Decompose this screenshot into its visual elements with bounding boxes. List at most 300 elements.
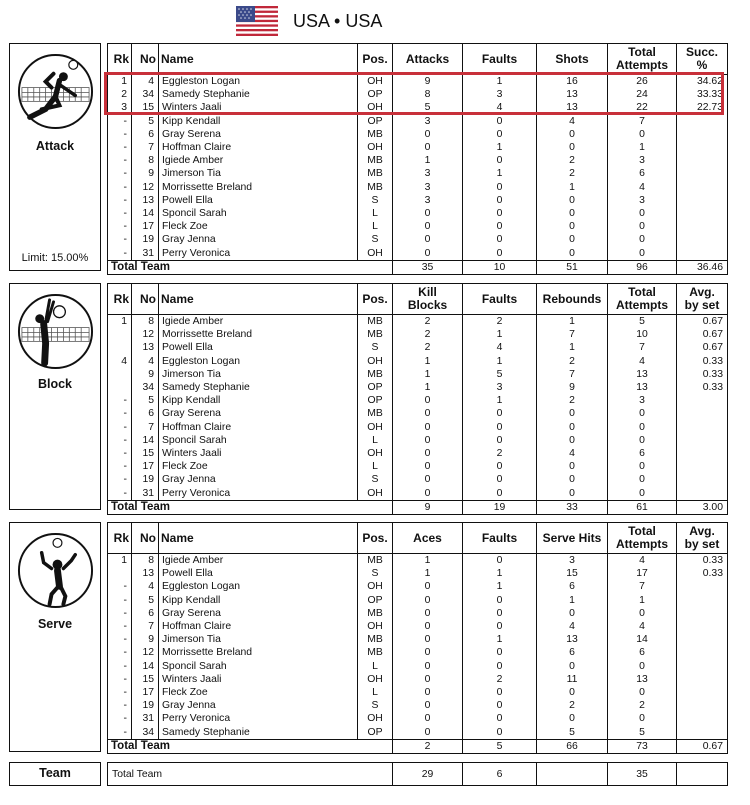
row-rate <box>677 181 728 194</box>
row-number: 13 <box>132 567 159 580</box>
row-number: 5 <box>132 594 159 607</box>
row-rank <box>108 341 132 354</box>
row-position: L <box>358 686 393 699</box>
row-stat-c: 0 <box>537 220 608 233</box>
row-stat-a: 1 <box>393 381 463 394</box>
row-name: Samedy Stephanie <box>159 381 358 394</box>
row-stat-a: 3 <box>393 115 463 128</box>
row-stat-c: 15 <box>537 567 608 580</box>
row-position: MB <box>358 315 393 329</box>
row-number: 31 <box>132 486 159 500</box>
row-rate <box>677 620 728 633</box>
block-category-box <box>9 283 101 510</box>
row-rank: - <box>123 142 127 154</box>
row-stat-c: 6 <box>537 580 608 593</box>
row-name: Hoffman Claire <box>159 421 358 434</box>
row-rank: - <box>123 461 127 473</box>
row-total-attempts: 0 <box>608 473 677 486</box>
row-rate: 0.67 <box>677 315 728 329</box>
block-player-row <box>108 368 728 381</box>
row-rank <box>108 381 132 394</box>
row-stat-b: 0 <box>463 128 537 141</box>
row-position: OH <box>358 141 393 154</box>
row-number: 6 <box>132 607 159 620</box>
block-player-row <box>108 434 728 447</box>
row-rate <box>677 607 728 620</box>
col-kill-line2: Blocks <box>407 298 448 312</box>
row-total-attempts: 0 <box>608 660 677 673</box>
row-number: 8 <box>132 315 159 329</box>
row-stat-b: 0 <box>463 181 537 194</box>
row-name: Igiede Amber <box>159 554 358 568</box>
total-team-label: Total Team <box>108 739 393 753</box>
row-rank: - <box>123 686 127 698</box>
col-pos: Pos. <box>358 44 393 75</box>
row-name: Jimerson Tia <box>159 633 358 646</box>
col-total-line2: Attempts <box>615 298 668 312</box>
col-rebounds: Rebounds <box>537 284 608 315</box>
col-faults: Faults <box>463 523 537 554</box>
row-rate <box>677 194 728 207</box>
row-total-attempts: 6 <box>608 167 677 180</box>
row-stat-a: 0 <box>393 233 463 246</box>
row-stat-c: 6 <box>537 646 608 659</box>
row-stat-a: 0 <box>393 673 463 686</box>
row-stat-b: 1 <box>463 567 537 580</box>
row-rate <box>677 660 728 673</box>
row-rate <box>677 421 728 434</box>
row-number: 17 <box>132 220 159 233</box>
team-total-a: 29 <box>393 763 463 786</box>
row-stat-a: 0 <box>393 699 463 712</box>
row-stat-b: 0 <box>463 607 537 620</box>
row-stat-c: 2 <box>537 699 608 712</box>
row-position: MB <box>358 633 393 646</box>
row-total-attempts: 7 <box>608 341 677 354</box>
row-number: 15 <box>132 101 159 114</box>
serve-total-row <box>108 739 728 753</box>
col-no: No <box>132 523 159 554</box>
row-position: OH <box>358 75 393 89</box>
col-avg-by-set <box>677 284 728 315</box>
row-stat-a: 0 <box>393 725 463 739</box>
attack-player-row <box>108 128 728 141</box>
row-number: 5 <box>132 115 159 128</box>
block-player-row <box>108 381 728 394</box>
row-rate <box>677 580 728 593</box>
row-stat-a: 0 <box>393 207 463 220</box>
row-stat-a: 1 <box>393 355 463 368</box>
row-number: 34 <box>132 88 159 101</box>
team-total-t: 35 <box>608 763 677 786</box>
row-position: MB <box>358 154 393 167</box>
total-t: 61 <box>608 500 677 514</box>
col-kill-line1: Kill <box>418 285 437 299</box>
row-name: Powell Ella <box>159 341 358 354</box>
row-rank: - <box>123 434 127 446</box>
row-stat-c: 0 <box>537 686 608 699</box>
team-total-row <box>108 763 728 786</box>
block-player-row <box>108 341 728 354</box>
row-total-attempts: 0 <box>608 421 677 434</box>
row-stat-c: 13 <box>537 633 608 646</box>
row-stat-c: 0 <box>537 460 608 473</box>
row-stat-a: 0 <box>393 421 463 434</box>
total-team-label: Total Team <box>108 260 393 274</box>
row-rate <box>677 167 728 180</box>
col-pos: Pos. <box>358 284 393 315</box>
row-stat-a: 0 <box>393 407 463 420</box>
row-number: 19 <box>132 233 159 246</box>
row-rate: 0.33 <box>677 381 728 394</box>
row-total-attempts: 7 <box>608 115 677 128</box>
row-name: Igiede Amber <box>159 154 358 167</box>
row-name: Hoffman Claire <box>159 620 358 633</box>
row-stat-b: 0 <box>463 460 537 473</box>
row-name: Winters Jaali <box>159 447 358 460</box>
row-stat-c: 2 <box>537 394 608 407</box>
row-total-attempts: 1 <box>608 594 677 607</box>
row-rate: 33.33 <box>677 88 728 101</box>
row-stat-b: 0 <box>463 712 537 725</box>
row-name: Morrissette Breland <box>159 181 358 194</box>
row-rate <box>677 646 728 659</box>
row-stat-c: 4 <box>537 115 608 128</box>
col-avg-line1: Avg. <box>689 524 715 538</box>
col-avg-line2: by set <box>684 537 720 551</box>
row-position: S <box>358 233 393 246</box>
row-rank: - <box>123 128 127 140</box>
row-stat-c: 4 <box>537 447 608 460</box>
row-stat-a: 0 <box>393 447 463 460</box>
row-rate <box>677 407 728 420</box>
attack-player-row <box>108 181 728 194</box>
row-stat-b: 1 <box>463 167 537 180</box>
row-number: 7 <box>132 421 159 434</box>
col-succ <box>677 44 728 75</box>
row-rate <box>677 460 728 473</box>
row-position: OH <box>358 712 393 725</box>
row-stat-a: 0 <box>393 473 463 486</box>
block-player-row <box>108 407 728 420</box>
row-position: MB <box>358 554 393 568</box>
row-total-attempts: 14 <box>608 633 677 646</box>
row-name: Fleck Zoe <box>159 460 358 473</box>
row-name: Fleck Zoe <box>159 220 358 233</box>
block-player-row <box>108 473 728 486</box>
row-rank: - <box>123 581 127 593</box>
block-player-row <box>108 355 728 368</box>
row-rate <box>677 447 728 460</box>
row-stat-a: 0 <box>393 460 463 473</box>
attack-rows <box>108 75 728 275</box>
row-stat-b: 1 <box>463 633 537 646</box>
serve-player-row <box>108 699 728 712</box>
row-rate: 0.67 <box>677 341 728 354</box>
volleyball-serve-icon <box>16 531 95 610</box>
block-header-row <box>108 284 728 315</box>
serve-player-row <box>108 712 728 725</box>
row-rate <box>677 486 728 500</box>
row-total-attempts: 4 <box>608 181 677 194</box>
row-number: 4 <box>132 75 159 89</box>
block-label: Block <box>37 377 73 391</box>
row-stat-a: 0 <box>393 712 463 725</box>
row-stat-a: 1 <box>393 368 463 381</box>
serve-rows <box>108 554 728 754</box>
row-total-attempts: 10 <box>608 328 677 341</box>
row-name: Samedy Stephanie <box>159 88 358 101</box>
row-rank: - <box>123 726 127 738</box>
row-number: 4 <box>132 580 159 593</box>
total-b: 10 <box>463 260 537 274</box>
row-stat-c: 0 <box>537 421 608 434</box>
row-stat-c: 9 <box>537 381 608 394</box>
row-stat-c: 0 <box>537 473 608 486</box>
col-total-attempts <box>608 523 677 554</box>
col-faults: Faults <box>463 44 537 75</box>
total-s: 3.00 <box>677 500 728 514</box>
block-total-row <box>108 500 728 514</box>
attack-player-row <box>108 115 728 128</box>
row-stat-a: 0 <box>393 580 463 593</box>
row-rank: - <box>123 421 127 433</box>
row-stat-b: 2 <box>463 673 537 686</box>
row-rate <box>677 207 728 220</box>
attack-player-row <box>108 246 728 260</box>
row-rate <box>677 394 728 407</box>
row-name: Gray Jenna <box>159 233 358 246</box>
row-position: MB <box>358 128 393 141</box>
row-rank: - <box>123 700 127 712</box>
col-serve-hits: Serve Hits <box>537 523 608 554</box>
row-number: 17 <box>132 686 159 699</box>
row-position: OP <box>358 394 393 407</box>
block-table <box>107 283 728 515</box>
row-stat-a: 0 <box>393 220 463 233</box>
row-name: Gray Serena <box>159 607 358 620</box>
col-total-line1: Total <box>628 524 656 538</box>
team-label: Team <box>39 766 71 780</box>
row-rank <box>108 328 132 341</box>
row-total-attempts: 22 <box>608 101 677 114</box>
row-position: MB <box>358 607 393 620</box>
serve-label: Serve <box>37 617 73 631</box>
row-rate: 0.67 <box>677 328 728 341</box>
row-stat-c: 2 <box>537 167 608 180</box>
team-category-box <box>9 762 101 786</box>
serve-player-row <box>108 607 728 620</box>
row-rate <box>677 154 728 167</box>
row-stat-c: 7 <box>537 328 608 341</box>
team-total-label: Total Team <box>112 768 163 780</box>
block-player-row <box>108 460 728 473</box>
serve-player-row <box>108 580 728 593</box>
row-total-attempts: 13 <box>608 673 677 686</box>
row-position: OH <box>358 246 393 260</box>
attack-player-row <box>108 194 728 207</box>
row-rate: 34.62 <box>677 75 728 89</box>
row-total-attempts: 0 <box>608 607 677 620</box>
row-position: OP <box>358 594 393 607</box>
row-number: 14 <box>132 434 159 447</box>
team-total-c <box>537 763 608 786</box>
attack-player-row <box>108 233 728 246</box>
row-number: 7 <box>132 620 159 633</box>
row-position: S <box>358 567 393 580</box>
row-stat-c: 0 <box>537 233 608 246</box>
total-t: 96 <box>608 260 677 274</box>
total-a: 35 <box>393 260 463 274</box>
row-stat-c: 11 <box>537 673 608 686</box>
serve-player-row <box>108 725 728 739</box>
row-rank: - <box>123 673 127 685</box>
row-rank: - <box>123 487 127 499</box>
row-total-attempts: 0 <box>608 233 677 246</box>
row-stat-a: 1 <box>393 554 463 568</box>
row-name: Powell Ella <box>159 194 358 207</box>
row-total-attempts: 0 <box>608 207 677 220</box>
row-stat-c: 0 <box>537 141 608 154</box>
row-rate <box>677 434 728 447</box>
block-player-row <box>108 315 728 329</box>
attack-limit: Limit: 15.00% <box>21 252 89 264</box>
row-rank: - <box>123 634 127 646</box>
row-stat-a: 0 <box>393 620 463 633</box>
row-stat-c: 0 <box>537 246 608 260</box>
attack-player-row <box>108 141 728 154</box>
row-name: Gray Jenna <box>159 699 358 712</box>
row-stat-b: 0 <box>463 407 537 420</box>
row-rank: - <box>123 181 127 193</box>
row-stat-c: 0 <box>537 660 608 673</box>
block-player-row <box>108 447 728 460</box>
total-b: 19 <box>463 500 537 514</box>
row-rank: - <box>123 713 127 725</box>
row-rank: - <box>123 474 127 486</box>
row-stat-b: 2 <box>463 315 537 329</box>
row-stat-a: 0 <box>393 128 463 141</box>
total-team-label: Total Team <box>108 500 393 514</box>
row-stat-b: 1 <box>463 394 537 407</box>
total-c: 33 <box>537 500 608 514</box>
row-position: MB <box>358 407 393 420</box>
col-no: No <box>132 284 159 315</box>
row-stat-a: 0 <box>393 607 463 620</box>
total-c: 51 <box>537 260 608 274</box>
serve-player-row <box>108 686 728 699</box>
row-stat-c: 1 <box>537 594 608 607</box>
row-total-attempts: 5 <box>608 315 677 329</box>
row-stat-c: 0 <box>537 207 608 220</box>
volleyball-attack-icon <box>16 52 95 131</box>
col-total-line2: Attempts <box>615 58 668 72</box>
row-position: OP <box>358 725 393 739</box>
row-rate <box>677 686 728 699</box>
row-stat-b: 0 <box>463 620 537 633</box>
row-stat-b: 0 <box>463 154 537 167</box>
row-number: 14 <box>132 207 159 220</box>
row-name: Perry Veronica <box>159 486 358 500</box>
row-position: MB <box>358 167 393 180</box>
serve-table <box>107 522 728 754</box>
row-rank: - <box>123 408 127 420</box>
row-position: S <box>358 473 393 486</box>
serve-header-row <box>108 523 728 554</box>
row-stat-c: 0 <box>537 407 608 420</box>
row-name: Fleck Zoe <box>159 686 358 699</box>
row-total-attempts: 6 <box>608 447 677 460</box>
row-total-attempts: 0 <box>608 246 677 260</box>
row-position: L <box>358 207 393 220</box>
row-total-attempts: 0 <box>608 434 677 447</box>
row-rank: 1 <box>121 76 127 88</box>
row-stat-c: 7 <box>537 368 608 381</box>
row-name: Sponcil Sarah <box>159 660 358 673</box>
row-stat-b: 2 <box>463 447 537 460</box>
row-total-attempts: 4 <box>608 355 677 368</box>
row-stat-b: 5 <box>463 368 537 381</box>
row-name: Jimerson Tia <box>159 368 358 381</box>
row-name: Kipp Kendall <box>159 394 358 407</box>
row-stat-a: 2 <box>393 341 463 354</box>
row-stat-c: 13 <box>537 101 608 114</box>
attack-player-row <box>108 154 728 167</box>
row-rank: - <box>123 234 127 246</box>
row-stat-b: 1 <box>463 141 537 154</box>
row-rank <box>108 368 132 381</box>
row-stat-b: 3 <box>463 381 537 394</box>
row-position: OH <box>358 101 393 114</box>
row-rate <box>677 473 728 486</box>
row-number: 14 <box>132 660 159 673</box>
row-position: MB <box>358 328 393 341</box>
col-no: No <box>132 44 159 75</box>
serve-player-row <box>108 620 728 633</box>
row-rate <box>677 725 728 739</box>
row-rank: 3 <box>121 102 127 114</box>
col-pos: Pos. <box>358 523 393 554</box>
attack-player-row <box>108 88 728 101</box>
row-number: 4 <box>132 355 159 368</box>
attack-player-row <box>108 207 728 220</box>
row-stat-a: 0 <box>393 660 463 673</box>
row-rate <box>677 594 728 607</box>
row-total-attempts: 0 <box>608 220 677 233</box>
row-position: S <box>358 341 393 354</box>
row-total-attempts: 3 <box>608 194 677 207</box>
row-position: OP <box>358 115 393 128</box>
row-number: 9 <box>132 167 159 180</box>
col-rk: Rk <box>108 284 132 315</box>
col-total-line2: Attempts <box>615 537 668 551</box>
row-number: 5 <box>132 394 159 407</box>
row-stat-c: 4 <box>537 620 608 633</box>
attack-table <box>107 43 728 275</box>
row-number: 6 <box>132 128 159 141</box>
page-header <box>236 5 382 37</box>
row-name: Hoffman Claire <box>159 141 358 154</box>
row-rank: 1 <box>121 555 127 567</box>
col-aces: Aces <box>393 523 463 554</box>
row-name: Kipp Kendall <box>159 594 358 607</box>
col-total-attempts <box>608 44 677 75</box>
row-total-attempts: 3 <box>608 154 677 167</box>
row-number: 12 <box>132 646 159 659</box>
row-stat-a: 3 <box>393 194 463 207</box>
col-name: Name <box>159 523 358 554</box>
col-name: Name <box>159 284 358 315</box>
